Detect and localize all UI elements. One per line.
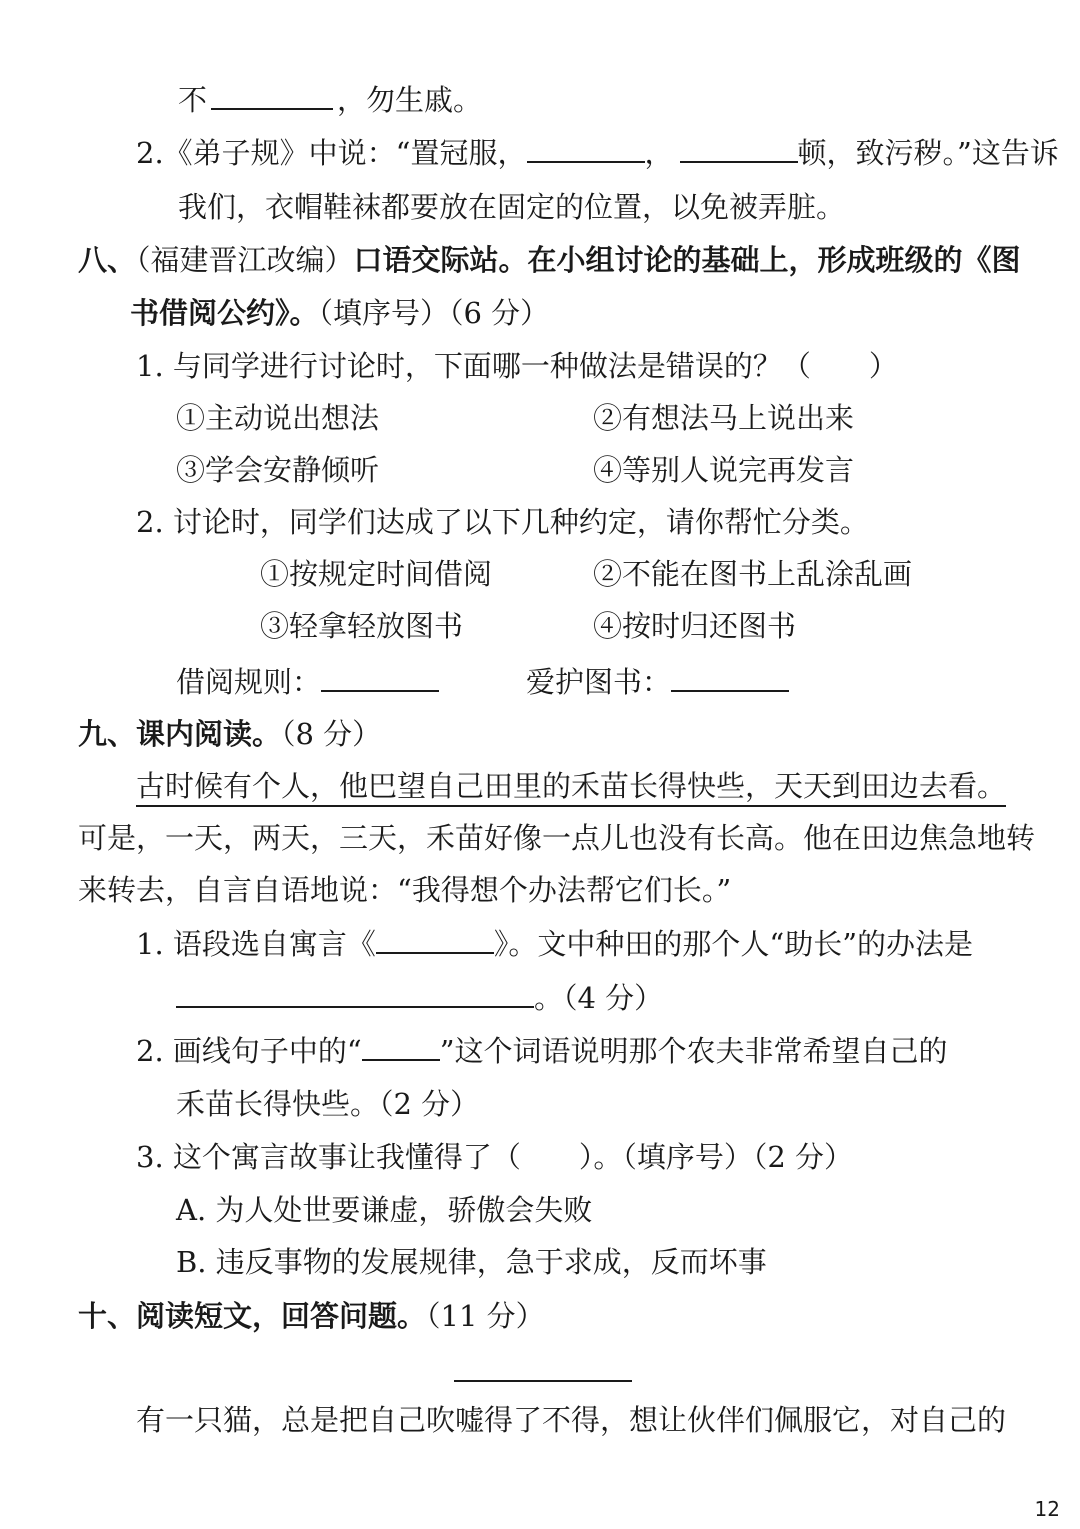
q9-passage-line: 可是，一天，两天，三天，禾苗好像一点儿也没有长高。他在田边焦急地转	[78, 821, 1036, 855]
protect-books-field: 爱护图书：	[526, 662, 789, 702]
answer-blank[interactable]	[176, 978, 534, 1008]
page-number: 12	[1034, 1497, 1060, 1521]
q8-item2-option: ④按时归还图书	[593, 609, 797, 643]
q9-heading: 九、课内阅读。（8 分）	[78, 717, 382, 751]
q9-item-2-cont: 禾苗长得快些。（2 分）	[176, 1087, 480, 1121]
q7-item-2-cont: 我们，衣帽鞋袜都要放在固定的位置，以免被弄脏。	[178, 190, 846, 224]
answer-blank[interactable]	[680, 133, 798, 163]
q8-item2-option: ①按规定时间借阅	[260, 557, 493, 591]
q8-item-2: 2. 讨论时，同学们达成了以下几种约定，请你帮忙分类。	[136, 505, 869, 539]
answer-blank[interactable]	[211, 80, 333, 110]
q7-line-a: 不 ，勿生戚。	[178, 80, 482, 120]
q9-passage-line: 来转去，自言自语地说：“我得想个办法帮它们长。”	[78, 873, 732, 907]
q8-heading-cont: 书借阅公约》。（填序号）（6 分）	[130, 296, 550, 330]
q8-item1-option: ①主动说出想法	[176, 401, 380, 435]
answer-blank[interactable]	[362, 1031, 440, 1061]
q8-item-1: 1. 与同学进行讨论时，下面哪一种做法是错误的？（ ）	[136, 349, 898, 383]
q8-item1-option: ③学会安静倾听	[176, 453, 380, 487]
q9-option-a: A. 为人处世要谦虚，骄傲会失败	[176, 1193, 593, 1227]
q9-item-3: 3. 这个寓言故事让我懂得了（ ）。（填序号）（2 分）	[136, 1140, 854, 1174]
q9-item-2: 2. 画线句子中的“ ”这个词语说明那个农夫非常希望自己的	[136, 1031, 948, 1071]
q10-heading: 十、阅读短文，回答问题。（11 分）	[78, 1299, 545, 1333]
q10-passage-line: 有一只猫，总是把自己吹嘘得了不得，想让伙伴们佩服它，对自己的	[136, 1403, 1007, 1437]
q8-heading: 八、（福建晋江改编）口语交际站。在小组讨论的基础上，形成班级的《图	[78, 243, 1021, 277]
q9-item-1-answer: 。（4 分）	[176, 978, 663, 1018]
answer-blank[interactable]	[527, 133, 645, 163]
borrow-rules-field: 借阅规则：	[176, 662, 439, 702]
q7-item-2: 2.《弟子规》中说：“置冠服， ， 顿，致污秽。”这告诉	[136, 133, 1059, 173]
q9-option-b: B. 违反事物的发展规律，急于求成，反而坏事	[176, 1245, 767, 1279]
answer-blank[interactable]	[321, 662, 439, 692]
answer-blank[interactable]	[671, 662, 789, 692]
q8-item2-option: ②不能在图书上乱涂乱画	[593, 557, 913, 591]
q8-item1-option: ④等别人说完再发言	[593, 453, 855, 487]
q8-item1-option: ②有想法马上说出来	[593, 401, 855, 435]
q9-item-1: 1. 语段选自寓言《 》。文中种田的那个人“助长”的办法是	[136, 924, 973, 964]
passage-title-blank[interactable]	[454, 1380, 632, 1382]
q9-passage-line: 古时候有个人，他巴望自己田里的禾苗长得快些，天天到田边去看。	[136, 766, 1006, 806]
q8-item2-option: ③轻拿轻放图书	[260, 609, 464, 643]
answer-blank[interactable]	[376, 924, 494, 954]
